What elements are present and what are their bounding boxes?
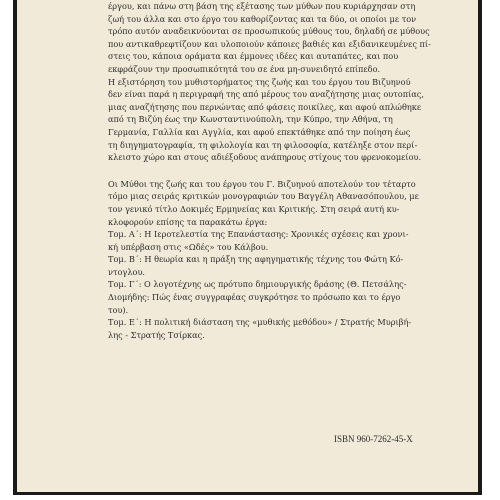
text-line: από τη Βιζύη έως την Κωνσταντινούπολη, την Κύπρο, την Αθήνα, τη (108, 114, 393, 125)
paragraph-2 (108, 76, 456, 164)
text-line: Γερμανία, Γαλλία και Αγγλία, και αφού επεκτάθηκε από την ποίηση έως (108, 126, 411, 137)
text-line: κλειστο χώρο και στους αδιέξοδους ανάπηρους στίχους του φρενοκομείου. (108, 152, 422, 163)
text-line: εκφράζουν την προσωπικότητά του σε ένα μη-συνειδητό επίπεδο. (108, 63, 381, 74)
text-line: κή υπέρβαση στις «Ωδές» του Κάλβου. (108, 241, 269, 252)
text-line: δεν είναι παρά η περιγραφή της από μέρους του αναζήτησης μιας ουτοπίας, (108, 89, 424, 100)
volume-entry (108, 228, 456, 253)
text-line: τη διηγηματογραφία, τη φιλολογία και τη φιλοσοφία, κατέληξε στον περί- (108, 139, 418, 150)
volume-list (108, 228, 456, 341)
text-line: έργου, και πάνω στη βάση της εξέτασης των μύθων που κυριάρχησαν στη (108, 1, 416, 11)
text-line: τον γενικό τίτλο Δοκιμές Ερμηνείας και Κριτικής. Στη σειρά αυτή κυ- (108, 203, 400, 214)
text-line: λης - Στρατής Τσίρκας. (108, 329, 205, 340)
text-line: Τομ. Α΄: Η Ιεροτελεστία της Επανάστασης: Χρονικές σχέσεις και χρονι- (108, 229, 409, 240)
text-line: Διομήδης: Πώς ένας συγγραφέας συγκρότησε το πρόσωπο και το έργο (108, 292, 401, 303)
text-line: Η εξιστόρηση του μυθιστορήματος της ζωής και του έργου του Βιζυηνού (108, 76, 411, 87)
text-line: στεις του, κάποια οράματα και έμμονες ιδέες και αυταπάτες, και που (108, 51, 399, 62)
text-line: μιας αναζήτησης που περνώντας από φάσεις ποικίλες, και αφού απλώθηκε (108, 101, 422, 112)
paragraph-gap (108, 164, 456, 178)
paragraph-3 (108, 178, 456, 228)
volume-entry (108, 316, 456, 341)
text-line: τρόπο αυτόν αναδεικνύονται σε προσωπικούς μύθους του, δηλαδή σε μύθους (108, 26, 430, 37)
body-text (108, 0, 456, 341)
text-line: κλοφορούν επίσης τα παρακάτω έργα: (108, 216, 268, 227)
isbn-label: ISBN 960-7262-45-X (334, 434, 413, 444)
text-line: Τομ. Ε΄: Η πολιτική διάσταση της «μυθικής μεθόδου» / Στρατής Μυριβή- (108, 317, 412, 328)
text-line: ζωή του άλλα και στο έργο του καθορίζοντας και τα δύο, οι οποίοι με τον (108, 13, 417, 24)
text-line: του). (108, 304, 129, 315)
text-line: ντογλου. (108, 266, 146, 277)
book-back-cover (13, 0, 482, 495)
text-line: Τομ. Β΄: Η θεωρία και η πράξη της αφηγηματικής τέχνης του Φώτη Κό- (108, 254, 404, 265)
text-line: Τομ. Γ΄: Ο λογοτέχνης ως πρότυπο δημιουργικής δράσης (Θ. Πετσάλης- (108, 279, 407, 290)
text-line: που αντικαθρεφτίζουν και υλοποιούν κάποιες βαθιές και εξιδανικευμένες πί- (108, 38, 431, 49)
text-line: τόμο μιας σειράς κριτικών μονογραφιών του Βαγγέλη Αθανασόπουλου, με (108, 191, 419, 202)
paragraph-1 (108, 0, 456, 76)
volume-entry (108, 253, 456, 278)
volume-entry (108, 278, 456, 316)
text-line: Οι Μύθοι της ζωής και του έργου του Γ. Βιζυηνού αποτελούν τον τέταρτο (108, 178, 416, 189)
